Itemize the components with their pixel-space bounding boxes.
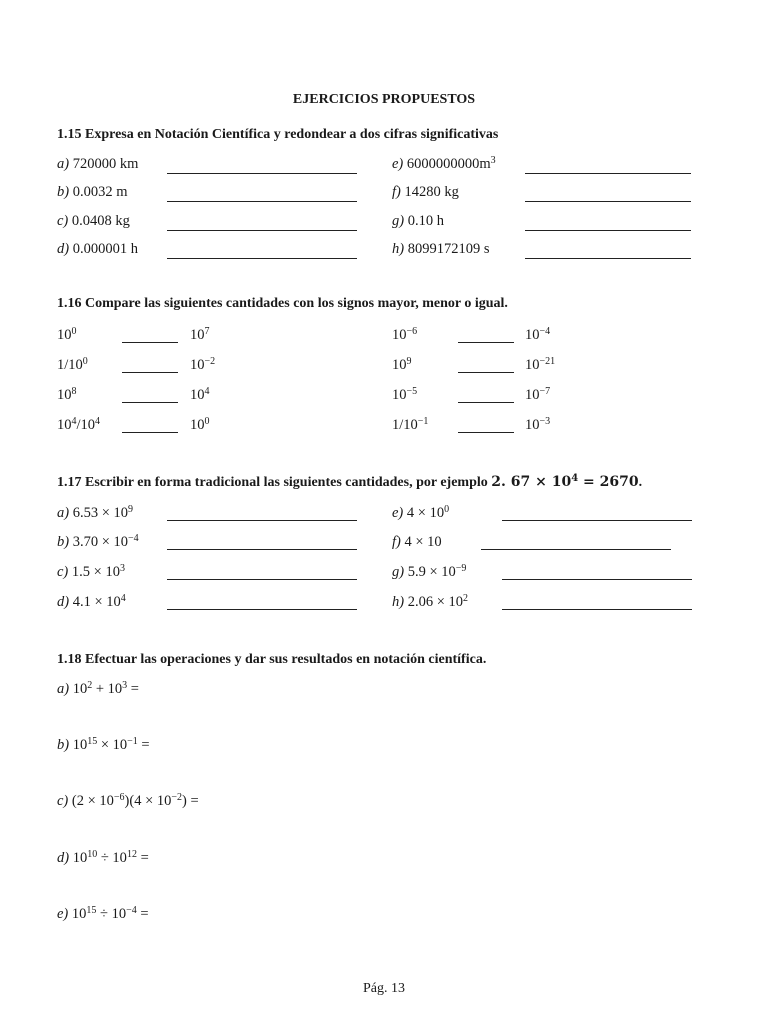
answer-line[interactable]	[458, 432, 514, 433]
item-exponent: −9	[455, 563, 467, 574]
item-value: 14280 kg	[404, 184, 459, 200]
item-value: 5.9 × 10	[407, 564, 456, 580]
item-label: a)	[57, 156, 70, 172]
example-base: 2. 67 × 10	[491, 474, 572, 490]
item-label: f)	[392, 534, 401, 550]
item-value: 0.10 h	[407, 213, 444, 229]
answer-line[interactable]	[525, 230, 691, 231]
period: .	[638, 475, 643, 490]
item-exponent: 3	[119, 563, 125, 574]
exponent: 12	[126, 849, 137, 860]
base: 10	[57, 387, 72, 403]
expr-part: )(4 × 10	[124, 793, 172, 809]
answer-line[interactable]	[167, 549, 357, 550]
exercise-1-17-c	[57, 564, 125, 581]
example-result: = 2670	[578, 474, 639, 490]
exponent: 2	[87, 680, 93, 691]
exponent: 0	[82, 356, 88, 367]
base: 10	[392, 387, 407, 403]
expr-part: =	[136, 906, 149, 922]
answer-line[interactable]	[525, 201, 691, 202]
exercise-1-17-e	[392, 505, 449, 522]
expr-part: 10	[72, 850, 88, 866]
exercise-1-15-e	[392, 156, 496, 173]
answer-line[interactable]	[502, 579, 692, 580]
answer-line[interactable]	[458, 342, 514, 343]
exponent: −3	[539, 416, 551, 427]
exponent: 15	[86, 905, 97, 916]
exercise-1-15-b	[57, 184, 128, 201]
item-label: c)	[57, 213, 69, 229]
exercise-1-15-f	[392, 184, 459, 201]
base: 10	[190, 417, 205, 433]
answer-line[interactable]	[167, 173, 357, 174]
exponent: −21	[539, 356, 556, 367]
item-label: b)	[57, 184, 70, 200]
item-label: c)	[57, 564, 69, 580]
item-value: 8099172109 s	[407, 241, 490, 257]
compare-right-b	[525, 417, 550, 434]
expr-part: × 10	[97, 737, 128, 753]
page-title: EJERCICIOS PROPUESTOS	[292, 92, 476, 107]
answer-line[interactable]	[525, 173, 691, 174]
exercise-1-17-b	[57, 534, 139, 551]
section-1-16-heading: 1.16 Compare las siguientes cantidades con los signos mayor, menor o igual.	[57, 296, 508, 311]
answer-line[interactable]	[167, 520, 357, 521]
answer-line[interactable]	[167, 230, 357, 231]
item-label: h)	[392, 594, 405, 610]
answer-line[interactable]	[502, 609, 692, 610]
exercise-1-18-b	[57, 737, 150, 754]
base: /10	[76, 417, 96, 433]
expr-part: (2 × 10	[71, 793, 114, 809]
expr-part: ÷ 10	[97, 850, 127, 866]
compare-right-b	[525, 387, 550, 404]
item-exponent: 3	[490, 155, 496, 166]
compare-left-a	[57, 327, 77, 344]
base: 1/10	[57, 357, 83, 373]
answer-line[interactable]	[167, 579, 357, 580]
exercise-1-17-a	[57, 505, 133, 522]
item-label: a)	[57, 681, 70, 697]
exponent: −4	[539, 326, 551, 337]
compare-right-b	[525, 327, 550, 344]
exercise-1-15-h	[392, 241, 490, 258]
compare-left-b	[190, 387, 210, 404]
answer-line[interactable]	[167, 201, 357, 202]
item-value: 0.0032 m	[72, 184, 128, 200]
expr-part: 10	[72, 681, 88, 697]
expr-part: =	[137, 737, 150, 753]
exponent: 4	[71, 416, 77, 427]
exercise-1-18-e	[57, 906, 149, 923]
item-label: c)	[57, 793, 69, 809]
item-label: h)	[392, 241, 405, 257]
item-exponent: 9	[128, 504, 134, 515]
exponent: −7	[539, 386, 551, 397]
compare-left-a	[57, 357, 88, 374]
compare-right-a	[392, 357, 412, 374]
item-exponent: −4	[128, 533, 139, 544]
exercise-1-15-d	[57, 241, 138, 258]
exponent: −6	[113, 792, 125, 803]
compare-left-b	[190, 417, 210, 434]
answer-line[interactable]	[122, 402, 178, 403]
answer-line[interactable]	[122, 342, 178, 343]
expr-part: 10	[71, 906, 87, 922]
base: 10	[57, 327, 72, 343]
base: 10	[392, 327, 407, 343]
exponent: −2	[171, 792, 183, 803]
base: 10	[190, 357, 205, 373]
answer-line[interactable]	[458, 372, 514, 373]
expr-part: =	[127, 681, 139, 697]
item-label: e)	[392, 505, 404, 521]
exercise-1-17-h	[392, 594, 468, 611]
answer-line[interactable]	[122, 372, 178, 373]
item-label: g)	[392, 213, 405, 229]
exponent: 10	[87, 849, 98, 860]
item-value: 4 × 10	[406, 505, 445, 521]
compare-left-a	[57, 417, 100, 434]
base: 10	[525, 357, 540, 373]
item-value: 4.1 × 10	[72, 594, 121, 610]
exponent: 8	[71, 386, 77, 397]
exercise-1-15-a	[57, 156, 138, 173]
example-expression	[491, 474, 638, 490]
section-1-15-heading: 1.15 Expresa en Notación Científica y redondear a dos cifras significativas	[57, 127, 499, 142]
expr-part: 10	[72, 737, 88, 753]
answer-line[interactable]	[525, 258, 691, 259]
base: 10	[525, 387, 540, 403]
example-exponent: 4	[571, 473, 579, 484]
expr-part: ÷ 10	[96, 906, 127, 922]
heading-text: 1.17 Escribir en forma tradicional las siguientes cantidades, por ejemplo	[57, 475, 492, 490]
item-value: 6.53 × 10	[72, 505, 129, 521]
item-value: 6000000000m	[406, 156, 491, 172]
exponent: 9	[406, 356, 412, 367]
compare-left-a	[57, 387, 77, 404]
exercise-1-17-d	[57, 594, 126, 611]
item-exponent: 0	[444, 504, 450, 515]
base: 10	[190, 387, 205, 403]
exponent: −6	[406, 326, 418, 337]
exponent: 0	[204, 416, 210, 427]
item-label: e)	[57, 906, 69, 922]
compare-right-a	[392, 417, 428, 434]
exponent: 0	[71, 326, 77, 337]
item-exponent: 4	[120, 593, 126, 604]
exercise-1-17-g	[392, 564, 466, 581]
exponent: 3	[122, 680, 128, 691]
answer-line[interactable]	[167, 258, 357, 259]
page-number: Pág. 13	[363, 981, 405, 996]
exercise-1-15-c	[57, 213, 130, 230]
answer-line[interactable]	[458, 402, 514, 403]
item-value: 2.06 × 10	[407, 594, 464, 610]
exponent: −1	[127, 736, 138, 747]
base: 10	[525, 417, 540, 433]
answer-line[interactable]	[167, 609, 357, 610]
exponent: −5	[406, 386, 418, 397]
exercise-1-17-f	[392, 534, 442, 551]
compare-left-b	[190, 357, 215, 374]
exercise-1-18-a	[57, 681, 139, 698]
section-1-18-heading: 1.18 Efectuar las operaciones y dar sus resultados en notación científica.	[57, 652, 487, 667]
item-label: g)	[392, 564, 405, 580]
base: 10	[190, 327, 205, 343]
base: 10	[525, 327, 540, 343]
base: 1/10	[392, 417, 418, 433]
expr-part: =	[136, 850, 149, 866]
item-label: e)	[392, 156, 404, 172]
compare-right-b	[525, 357, 555, 374]
expr-part: ) =	[182, 793, 199, 809]
exponent: 4	[204, 386, 210, 397]
exercise-1-15-g	[392, 213, 444, 230]
answer-line[interactable]	[481, 549, 671, 550]
item-label: a)	[57, 505, 70, 521]
item-label: b)	[57, 534, 70, 550]
base: 10	[392, 357, 407, 373]
item-label: d)	[57, 594, 70, 610]
answer-line[interactable]	[122, 432, 178, 433]
answer-line[interactable]	[502, 520, 692, 521]
exponent: 4	[95, 416, 101, 427]
item-value: 720000 km	[72, 156, 139, 172]
expr-part: + 10	[92, 681, 123, 697]
item-value: 0.000001 h	[72, 241, 138, 257]
base: 10	[57, 417, 72, 433]
compare-right-a	[392, 387, 417, 404]
item-label: d)	[57, 850, 70, 866]
item-value: 1.5 × 10	[71, 564, 120, 580]
item-exponent: 2	[463, 593, 469, 604]
item-label: f)	[392, 184, 401, 200]
exponent: −1	[417, 416, 429, 427]
exponent: 7	[204, 326, 210, 337]
item-value: 3.70 × 10	[72, 534, 129, 550]
item-value: 4 × 10	[404, 534, 442, 550]
exercise-1-18-d	[57, 850, 149, 867]
item-value: 0.0408 kg	[71, 213, 130, 229]
item-label: d)	[57, 241, 70, 257]
compare-left-b	[190, 327, 210, 344]
exponent: 15	[87, 736, 98, 747]
item-label: b)	[57, 737, 70, 753]
section-1-17-heading	[57, 474, 642, 491]
compare-right-a	[392, 327, 417, 344]
exercise-1-18-c	[57, 793, 199, 810]
exponent: −2	[204, 356, 216, 367]
exponent: −4	[126, 905, 137, 916]
